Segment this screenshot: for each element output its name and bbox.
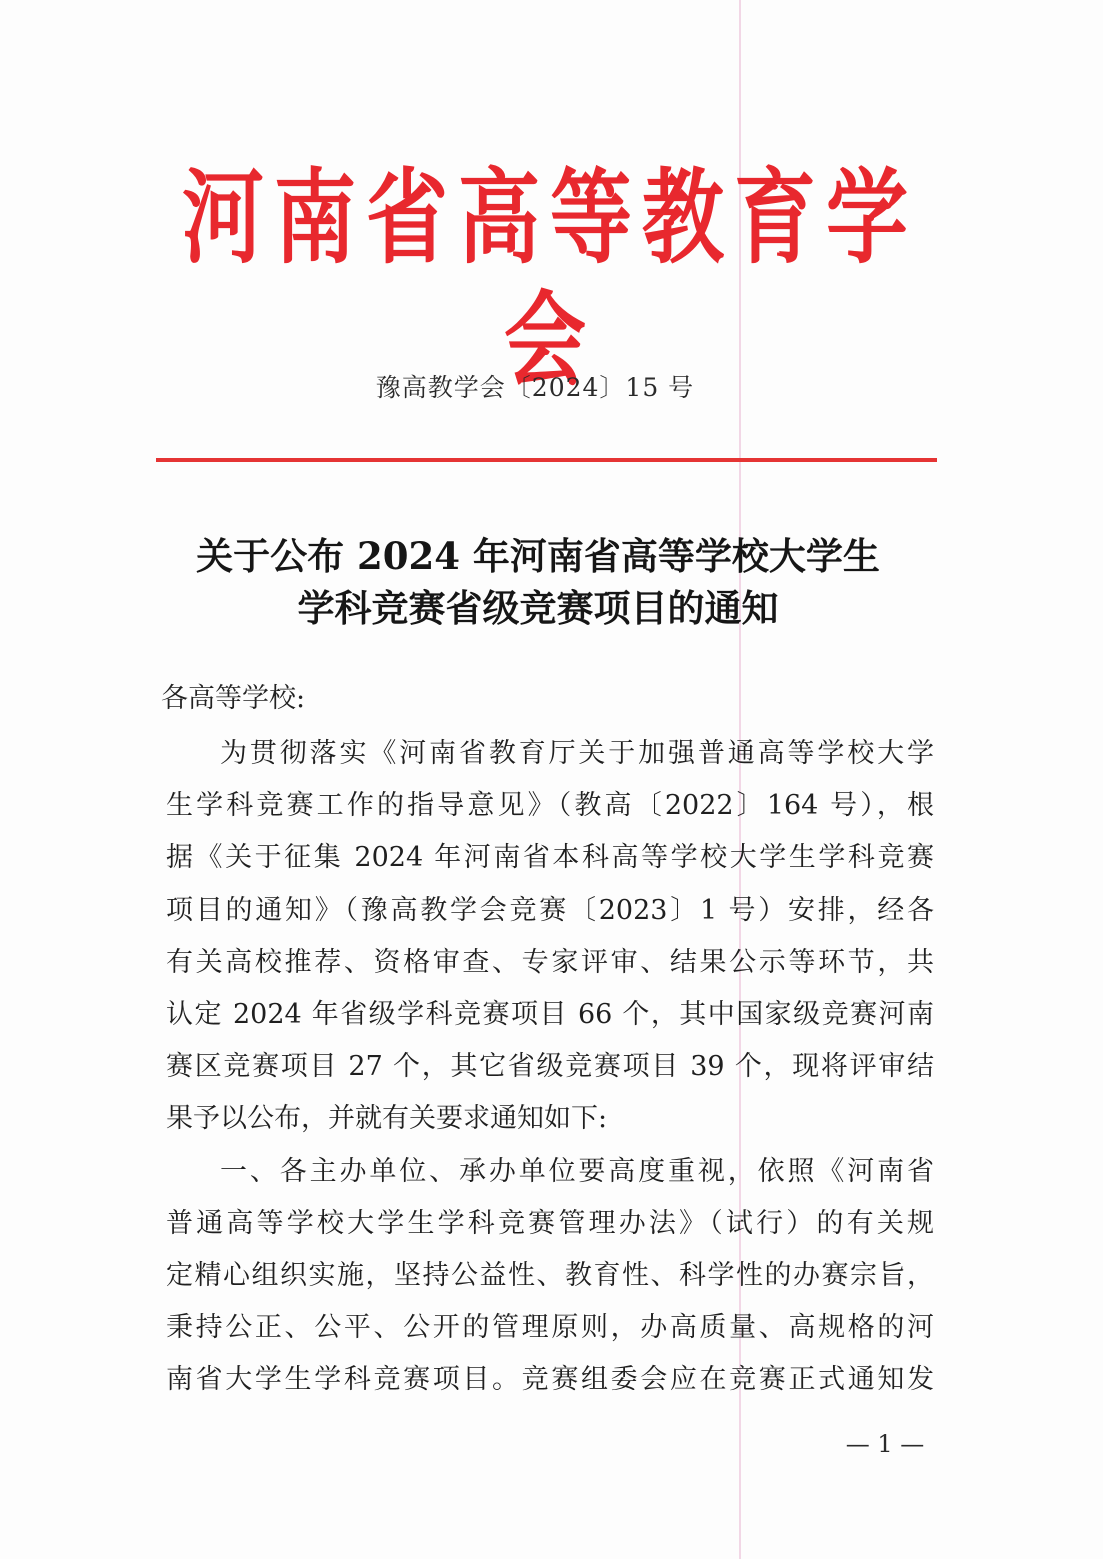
body-line: 一、各主办单位、承办单位要高度重视，依照《河南省 xyxy=(220,1155,934,1187)
body-line: 生学科竞赛工作的指导意见》（教高〔2022〕164 号），根 xyxy=(166,790,934,822)
title-line-2: 学科竞赛省级竞赛项目的通知 xyxy=(297,586,779,630)
org-name-header: 河南省高等教育学会 xyxy=(181,159,918,401)
body-line: 有关高校推荐、资格审查、专家评审、结果公示等环节，共 xyxy=(166,946,934,978)
page-number: — 1 — xyxy=(845,1430,925,1458)
body-line: 南省大学生学科竞赛项目。竞赛组委会应在竞赛正式通知发 xyxy=(166,1364,934,1396)
salutation: 各高等学校: xyxy=(161,683,306,714)
body-line: 据《关于征集 2024 年河南省本科高等学校大学生学科竞赛 xyxy=(166,842,934,874)
body-text xyxy=(166,734,934,1412)
body-line: 秉持公正、公平、公开的管理原则，办高质量、高规格的河 xyxy=(166,1312,934,1344)
red-divider-rule xyxy=(156,458,937,462)
body-line: 项目的通知》（豫高教学会竞赛〔2023〕1 号）安排，经各 xyxy=(166,894,934,926)
body-line: 赛区竞赛项目 27 个，其它省级竞赛项目 39 个，现将评审结 xyxy=(166,1051,934,1083)
body-line: 为贯彻落实《河南省教育厅关于加强普通高等学校大学 xyxy=(220,738,934,769)
notice-title xyxy=(120,530,956,634)
document-number: 豫高教学会〔2024〕15 号 xyxy=(375,373,695,402)
body-line: 定精心组织实施，坚持公益性、教育性、科学性的办赛宗旨， xyxy=(166,1259,934,1291)
body-line: 果予以公布，并就有关要求通知如下: xyxy=(166,1103,608,1135)
body-line: 普通高等学校大学生学科竞赛管理办法》（试行）的有关规 xyxy=(166,1207,934,1239)
body-line: 认定 2024 年省级学科竞赛项目 66 个，其中国家级竞赛河南 xyxy=(166,998,934,1030)
title-line-1: 关于公布 2024 年河南省高等学校大学生 xyxy=(196,534,880,578)
